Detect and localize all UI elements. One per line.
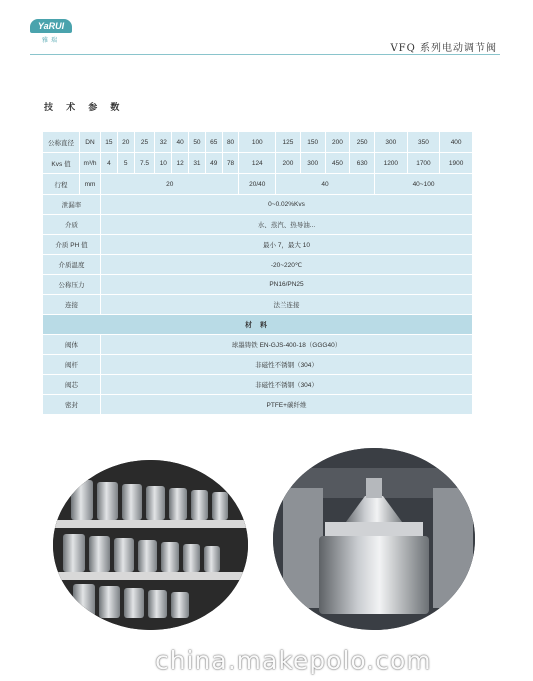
row-stroke-unit: mm	[80, 174, 100, 194]
dn-cell: 20	[118, 132, 134, 152]
dn-cell: 250	[350, 132, 374, 152]
kvs-cell: 78	[223, 153, 239, 173]
kvs-cell: 450	[326, 153, 350, 173]
material-row-value: 球墨铸铁 EN-GJS-400-18（GGG40）	[101, 335, 472, 354]
spec-row-label: 公称压力	[43, 275, 100, 294]
material-row-label: 阀体	[43, 335, 100, 354]
spec-row	[43, 195, 472, 214]
spec-row-value: 法兰连接	[101, 295, 472, 314]
kvs-cell: 200	[276, 153, 300, 173]
dn-cell: 125	[276, 132, 300, 152]
material-row	[43, 395, 472, 414]
valve-core-illustration	[273, 448, 475, 630]
material-row-value: 非磁性不锈钢（304）	[101, 375, 472, 394]
materials-title: 材 料	[43, 315, 472, 334]
row-dn	[43, 132, 472, 152]
dn-cell: 15	[101, 132, 117, 152]
material-row-value: PTFE+碳纤维	[101, 395, 472, 414]
stroke-cell: 20	[101, 174, 238, 194]
spec-row-value: -20~220℃	[101, 255, 472, 274]
dn-cell: 200	[326, 132, 350, 152]
material-row	[43, 375, 472, 394]
stroke-cell: 20/40	[239, 174, 275, 194]
section-title: 技 术 参 数	[44, 103, 125, 113]
kvs-cell: 7.5	[135, 153, 155, 173]
spec-row	[43, 295, 472, 314]
logo-mark: YaRUI	[30, 19, 72, 33]
spec-row-label: 介质温度	[43, 255, 100, 274]
spec-row-label: 泄漏率	[43, 195, 100, 214]
row-stroke-label: 行程	[43, 174, 79, 194]
valve-core-photo	[273, 448, 475, 630]
spec-row	[43, 215, 472, 234]
kvs-cell: 31	[189, 153, 205, 173]
brand-logo	[30, 19, 72, 49]
row-stroke	[43, 174, 472, 194]
kvs-cell: 10	[155, 153, 171, 173]
watermark: china.makepolo.com	[155, 646, 432, 675]
kvs-cell: 1900	[440, 153, 472, 173]
dn-cell: 80	[223, 132, 239, 152]
dn-cell: 150	[301, 132, 325, 152]
spec-row-label: 介质 PH 值	[43, 235, 100, 254]
materials-header-row	[43, 315, 472, 334]
logo-subtitle: 雅瑞	[41, 37, 60, 44]
kvs-cell: 630	[350, 153, 374, 173]
dn-cell: 350	[408, 132, 440, 152]
spec-row-label: 介质	[43, 215, 100, 234]
spec-row-label: 连接	[43, 295, 100, 314]
dn-cell: 400	[440, 132, 472, 152]
dn-cell: 25	[135, 132, 155, 152]
dn-cell: 32	[155, 132, 171, 152]
kvs-cell: 49	[206, 153, 222, 173]
row-dn-label: 公称直径	[43, 132, 79, 152]
material-row-label: 密封	[43, 395, 100, 414]
spec-row	[43, 275, 472, 294]
material-row-label: 阀杆	[43, 355, 100, 374]
stroke-cell: 40~100	[375, 174, 472, 194]
header-divider	[30, 54, 500, 55]
kvs-cell: 1200	[375, 153, 407, 173]
kvs-cell: 4	[101, 153, 117, 173]
material-row-value: 非磁性不锈钢（304）	[101, 355, 472, 374]
spec-row	[43, 255, 472, 274]
stroke-cell: 40	[276, 174, 374, 194]
kvs-cell: 300	[301, 153, 325, 173]
kvs-cell: 1700	[408, 153, 440, 173]
dn-cell: 65	[206, 132, 222, 152]
kvs-cell: 5	[118, 153, 134, 173]
row-kvs	[43, 153, 472, 173]
row-kvs-unit: m³/h	[80, 153, 100, 173]
dn-cell: 300	[375, 132, 407, 152]
shelf-photo-illustration	[53, 460, 248, 630]
spec-row	[43, 235, 472, 254]
dn-cell: 50	[189, 132, 205, 152]
material-row	[43, 355, 472, 374]
row-dn-unit: DN	[80, 132, 100, 152]
spec-row-value: 最小 7，最大 10	[101, 235, 472, 254]
document-title: VFQ 系列电动调节阀	[390, 43, 497, 54]
spec-row-value: 0~0.02%Kvs	[101, 195, 472, 214]
dn-cell: 40	[172, 132, 188, 152]
material-row	[43, 335, 472, 354]
spec-row-value: PN16/PN25	[101, 275, 472, 294]
spec-row-value: 水、蒸汽、热导油...	[101, 215, 472, 234]
row-kvs-label: Kvs 值	[43, 153, 79, 173]
valve-parts-shelf-photo	[53, 460, 248, 630]
dn-cell: 100	[239, 132, 275, 152]
kvs-cell: 12	[172, 153, 188, 173]
material-row-label: 阀芯	[43, 375, 100, 394]
spec-table	[42, 131, 473, 415]
kvs-cell: 124	[239, 153, 275, 173]
